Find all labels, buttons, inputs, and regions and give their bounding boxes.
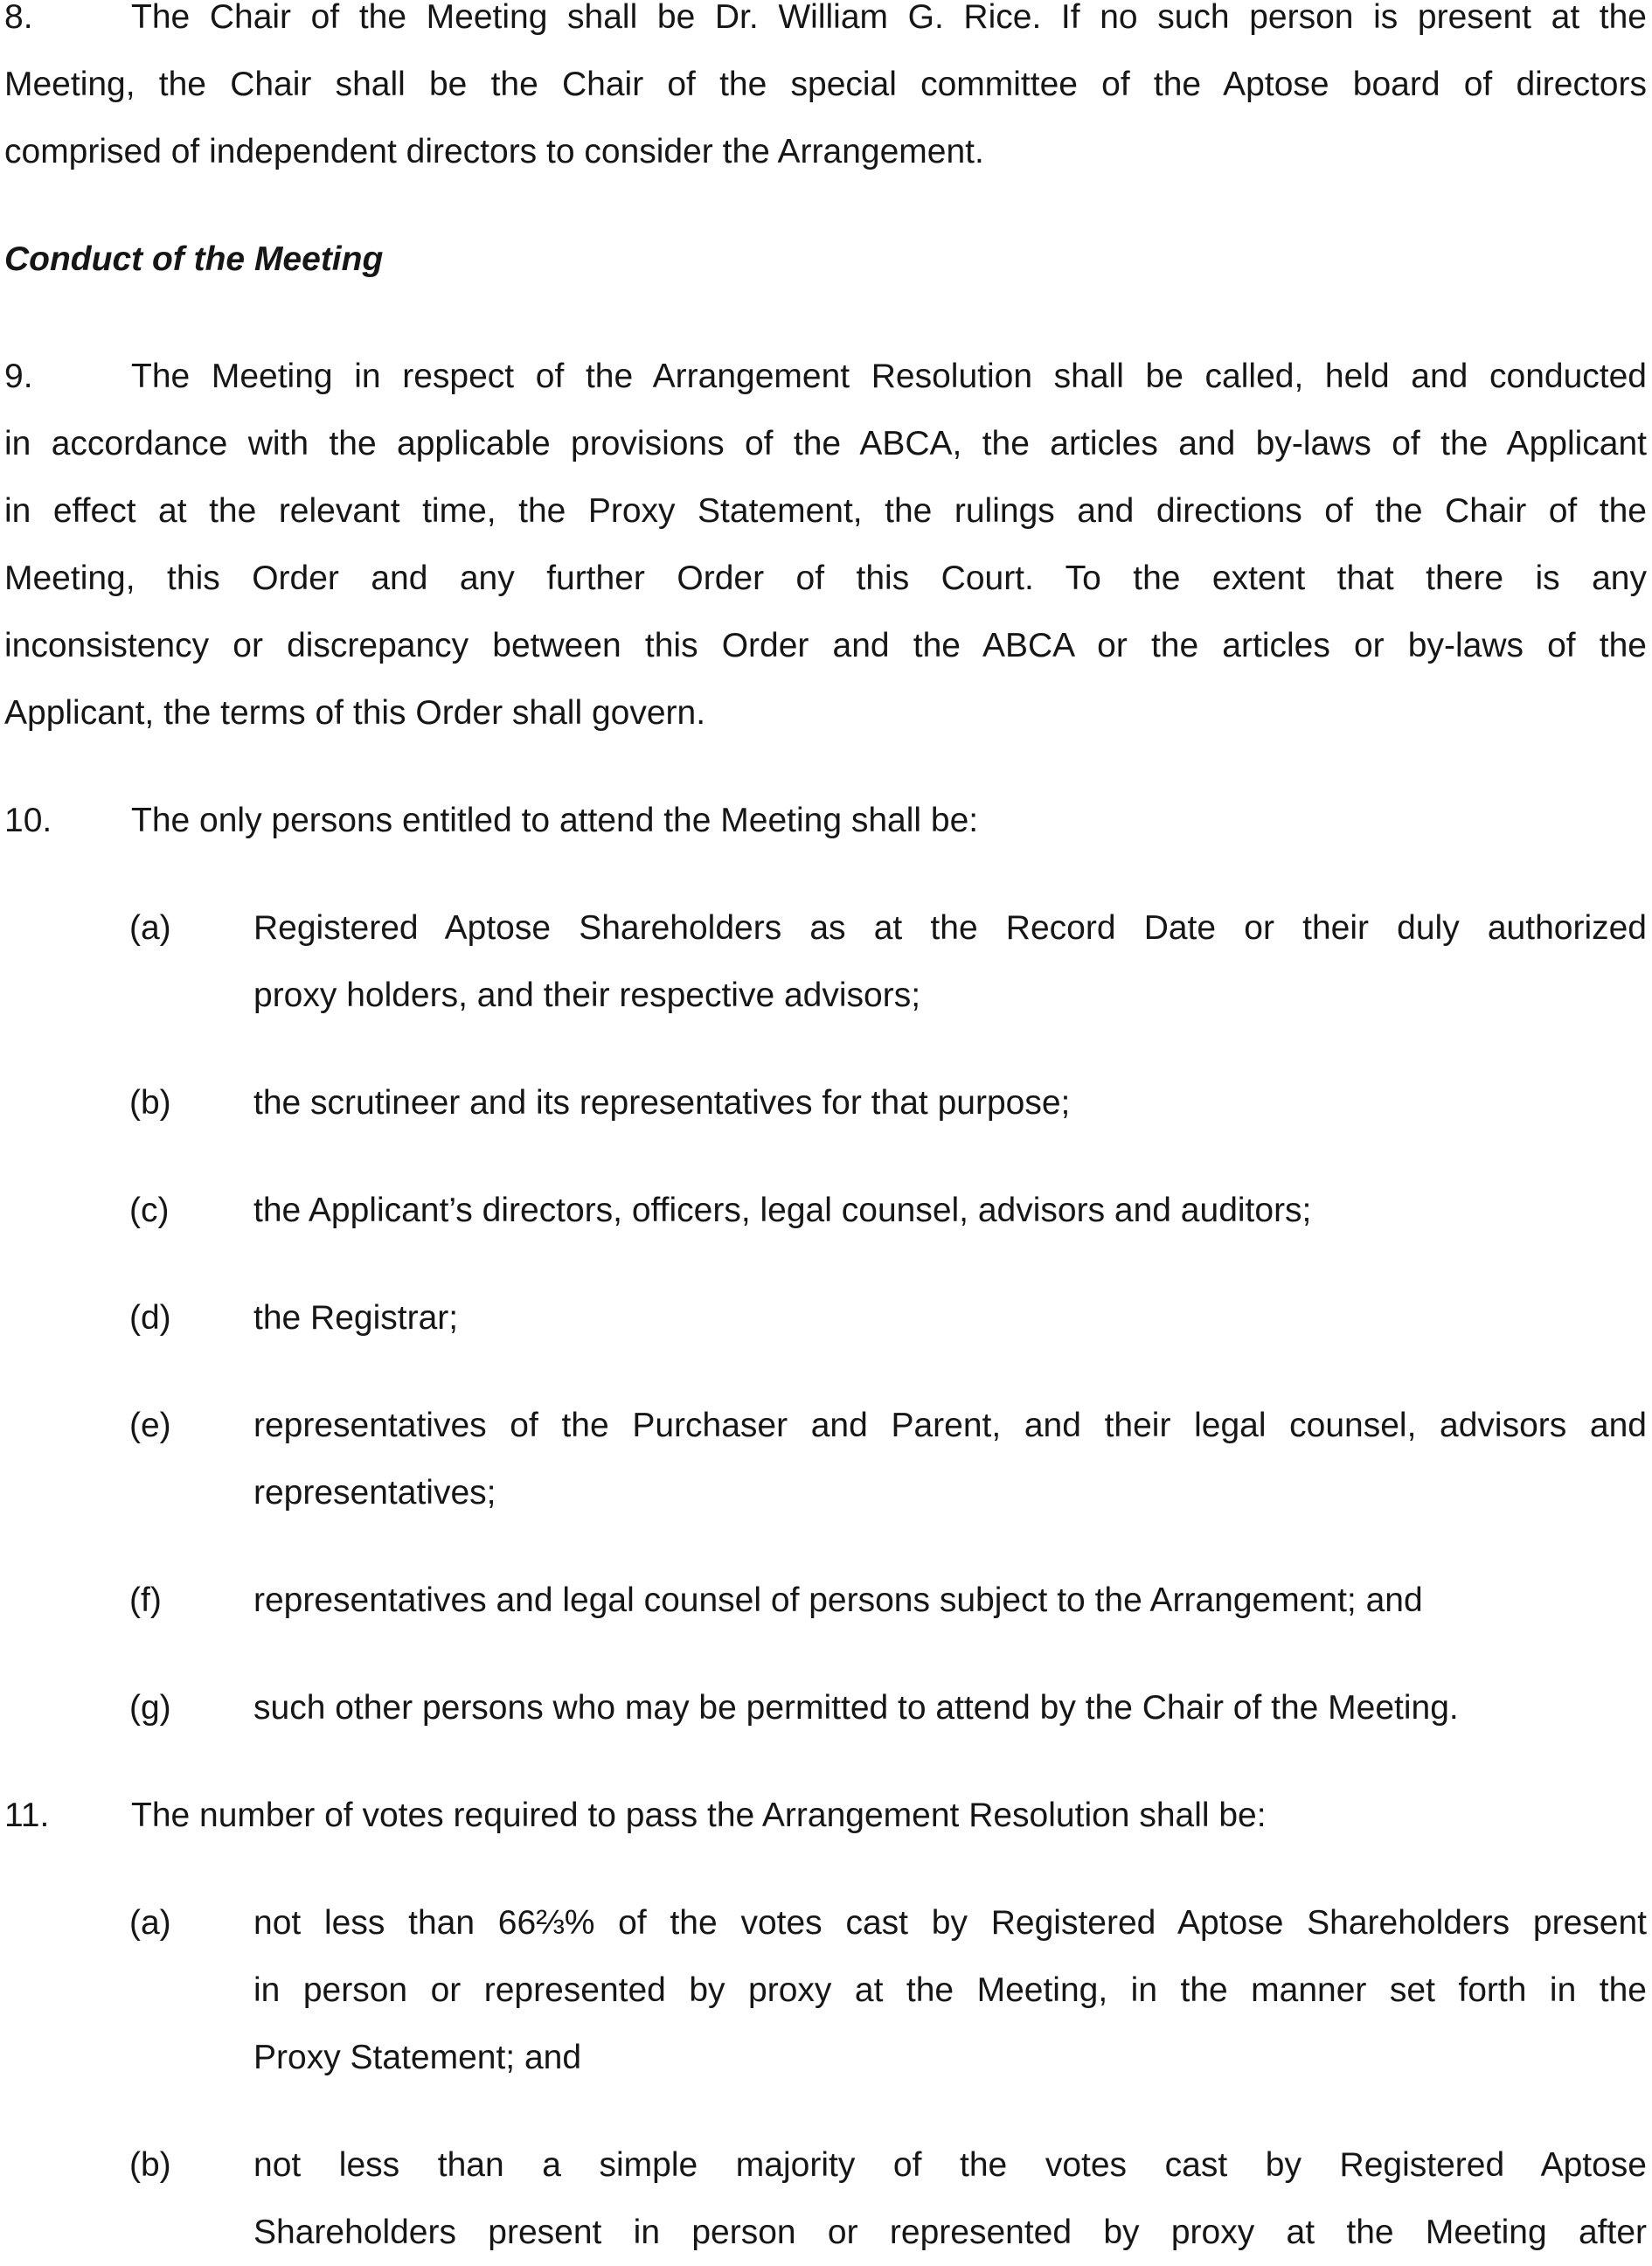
section-heading-text: Conduct of the Meeting: [4, 240, 384, 278]
list-item-10e: [4, 1392, 1647, 1526]
list-item-10f-label: (f): [129, 1581, 162, 1619]
paragraph-10-line-1: [4, 787, 1647, 854]
list-item-10g-line-1: such other persons who may be permitted to attend by the Chair of the Meeting.: [253, 1689, 1459, 1727]
list-item-11a-line-3: Proxy Statement; and: [253, 2039, 582, 2076]
list-item-10b-label: (b): [129, 1084, 171, 1122]
list-item-10b: [4, 1069, 1647, 1136]
list-item-11a: [4, 1889, 1647, 2091]
paragraph-9-line-2: in accordance with the applicable provisions of the ABCA, the articles and by-laws of the Applicant: [4, 425, 1647, 462]
paragraph-9-line-3: in effect at the relevant time, the Proxy Statement, the rulings and directions of the Chair of the: [4, 492, 1647, 530]
paragraph-8: [4, 0, 1647, 185]
list-item-11b-label: (b): [129, 2146, 171, 2184]
list-item-11b-line-2: Shareholders present in person or represented by proxy at the Meeting after: [253, 2214, 1647, 2251]
paragraph-8-line-3: comprised of independent directors to consider the Arrangement.: [4, 133, 984, 170]
list-item-10e-label: (e): [129, 1407, 171, 1444]
list-item-10g-label: (g): [129, 1689, 171, 1727]
paragraph-9-line-5: inconsistency or discrepancy between this Order and the ABCA or the articles or by-laws of the: [4, 627, 1647, 664]
list-item-10d-label: (d): [129, 1299, 171, 1337]
paragraph-8-number: 8.: [4, 0, 33, 36]
list-item-10a-line-1: Registered Aptose Shareholders as at the Record Date or their duly authorized: [253, 909, 1647, 947]
list-item-10a: [4, 894, 1647, 1029]
paragraph-8-line-1: [4, 0, 1647, 51]
list-item-10f: [4, 1567, 1647, 1634]
paragraph-11-line-1: [4, 1782, 1647, 1849]
paragraph-11-text-1: The number of votes required to pass the Arrangement Resolution shall be:: [131, 1797, 1267, 1834]
paragraph-10-number: 10.: [4, 802, 52, 839]
paragraph-8-text-1: The Chair of the Meeting shall be Dr. William G. Rice. If no such person is present at the: [131, 0, 1647, 36]
list-item-11b-line-1: not less than a simple majority of the votes cast by Registered Aptose: [253, 2146, 1647, 2184]
list-item-10b-line-1: the scrutineer and its representatives for that purpose;: [253, 1084, 1071, 1122]
paragraph-10-text-1: The only persons entitled to attend the Meeting shall be:: [131, 802, 979, 839]
paragraph-11-number: 11.: [4, 1797, 50, 1834]
list-item-10c-line-1: the Applicant’s directors, officers, legal counsel, advisors and auditors;: [253, 1192, 1312, 1229]
paragraph-8-line-2: Meeting, the Chair shall be the Chair of the special committee of the Aptose board of directors: [4, 66, 1647, 103]
paragraph-9-number: 9.: [4, 358, 33, 395]
paragraph-9-text-1: The Meeting in respect of the Arrangement Resolution shall be called, held and conducted: [131, 358, 1647, 395]
list-item-10d: [4, 1284, 1647, 1352]
paragraph-9-line-4: Meeting, this Order and any further Order of this Court. To the extent that there is any: [4, 560, 1647, 597]
list-item-11a-line-1: not less than 66⅔% of the votes cast by Registered Aptose Shareholders present: [253, 1904, 1647, 1942]
paragraph-11: [4, 1782, 1647, 1849]
list-item-10a-line-2: proxy holders, and their respective advisors;: [253, 977, 921, 1014]
list-item-10d-line-1: the Registrar;: [253, 1299, 459, 1337]
paragraph-9-line-6: Applicant, the terms of this Order shall govern.: [4, 694, 706, 732]
list-item-10a-label: (a): [129, 909, 171, 947]
list-item-11b: [4, 2131, 1647, 2266]
list-item-10e-line-2: representatives;: [253, 1474, 496, 1512]
paragraph-9: [4, 343, 1647, 747]
list-item-11a-label: (a): [129, 1904, 171, 1942]
list-item-10g: [4, 1674, 1647, 1741]
paragraph-9-line-1: [4, 343, 1647, 410]
paragraph-10: [4, 787, 1647, 854]
list-item-10c-label: (c): [129, 1192, 170, 1229]
list-item-11a-line-2: in person or represented by proxy at the Meeting, in the manner set forth in the: [253, 1971, 1647, 2009]
list-item-10e-line-1: representatives of the Purchaser and Parent, and their legal counsel, advisors and: [253, 1407, 1647, 1444]
list-item-10f-line-1: representatives and legal counsel of persons subject to the Arrangement; and: [253, 1581, 1423, 1619]
section-heading-conduct-of-the-meeting: [4, 226, 1647, 293]
list-item-10c: [4, 1177, 1647, 1244]
